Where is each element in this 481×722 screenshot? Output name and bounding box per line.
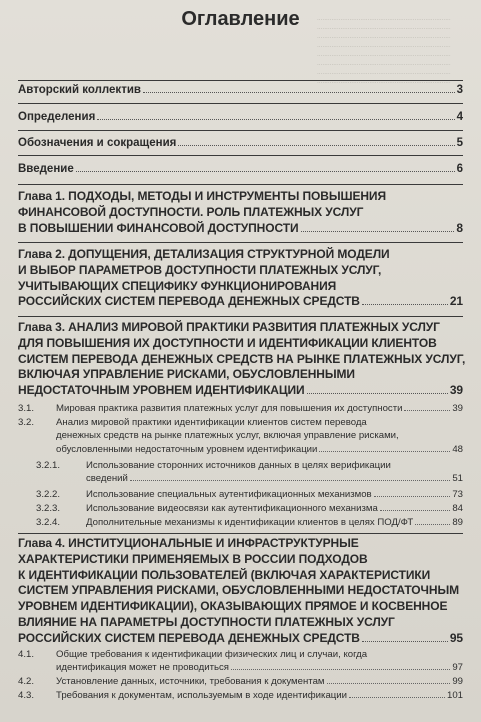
section-number: 3.2.4.	[36, 517, 61, 528]
chapter-line: СИСТЕМ ПЕРЕВОДА ДЕНЕЖНЫХ СРЕДСТВ НА РЫНКЕ ПЛАТЕЖНЫХ УСЛУГ,	[18, 351, 466, 366]
leader-dots	[362, 641, 448, 642]
section-number: 4.2.	[18, 676, 35, 687]
toc-entry-label: Обозначения и сокращения	[18, 137, 177, 149]
toc-entry-chapter-2[interactable]	[18, 247, 463, 310]
leader-dots	[143, 92, 455, 93]
chapter-line: ДЛЯ ПОВЫШЕНИЯ ИХ ДОСТУПНОСТИ И ИДЕНТИФИКАЦИИ КЛИЕНТОВ	[18, 335, 437, 350]
toc-page-number: 84	[452, 503, 463, 514]
toc-page-number: 39	[452, 403, 463, 414]
chapter-line: Глава 4. ИНСТИТУЦИОНАЛЬНЫЕ И ИНФРАСТРУКТУРНЫЕ	[18, 536, 359, 550]
chapter-line: Глава 3. АНАЛИЗ МИРОВОЙ ПРАКТИКИ РАЗВИТИЯ ПЛАТЕЖНЫХ УСЛУГ	[18, 320, 440, 334]
leader-dots	[97, 119, 454, 120]
chapter-line: НЕДОСТАТОЧНЫМ УРОВНЕМ ИДЕНТИФИКАЦИИ	[18, 383, 305, 398]
leader-dots	[231, 669, 450, 670]
chapter-line: ФИНАНСОВОЙ ДОСТУПНОСТИ. РОЛЬ ПЛАТЕЖНЫХ УСЛУГ	[18, 204, 364, 219]
section-number: 3.2.2.	[36, 489, 61, 500]
section-number: 4.3.	[18, 690, 35, 701]
chapter-line: ХАРАКТЕРИСТИКИ ПРИМЕНЯЕМЫХ В РОССИИ ПОДХОДОВ	[18, 551, 368, 566]
toc-entry-chapter-1[interactable]	[18, 189, 463, 236]
chapter-line: УЧИТЫВАЮЩИХ СПЕЦИФИКУ ФУНКЦИОНИРОВАНИЯ	[18, 278, 337, 293]
section-number: 3.2.	[18, 417, 35, 428]
toc-page-number: 51	[452, 473, 463, 485]
toc-entry-label: Определения	[18, 111, 96, 123]
toc-entry-chapter-3[interactable]	[18, 320, 466, 399]
section-line: Дополнительные механизмы к идентификации клиентов в целях ПОД/ФТ	[86, 517, 414, 528]
toc-page-number: 89	[452, 517, 463, 528]
toc-page-number: 4	[456, 111, 463, 123]
toc-page-number: 3	[456, 84, 463, 96]
toc-entry-definitions[interactable]	[18, 109, 463, 125]
toc-entry-label: Авторский коллектив	[18, 84, 141, 96]
leader-dots	[301, 231, 455, 232]
toc-page-number: 21	[449, 294, 463, 309]
leader-dots	[362, 304, 448, 305]
toc-page-number: 101	[446, 690, 463, 701]
section-line: Анализ мировой практики идентификации клиентов систем перевода	[56, 417, 367, 428]
section-line: сведений	[86, 473, 128, 485]
chapter-line: Глава 2. ДОПУЩЕНИЯ, ДЕТАЛИЗАЦИЯ СТРУКТУРНОЙ МОДЕЛИ	[18, 247, 390, 261]
toc-page-number: 97	[452, 662, 463, 674]
toc-entry-abbreviations[interactable]	[18, 135, 463, 151]
section-line: Требования к документам, используемым в ходе идентификации	[56, 690, 347, 701]
toc-entry-label: Введение	[18, 163, 74, 175]
section-line: Использование сторонних источников данных в целях верификации	[86, 460, 391, 471]
section-line: обусловленными недостаточным уровнем идентификации	[56, 443, 318, 455]
leader-dots	[327, 683, 451, 684]
chapter-line: ВЛИЯНИЕ НА ПАРАМЕТРЫ ДОСТУПНОСТИ ПЛАТЕЖНЫХ УСЛУГ	[18, 614, 395, 629]
divider	[18, 80, 463, 81]
toc-page-number: 39	[449, 383, 463, 398]
toc-page-number: 99	[452, 676, 463, 687]
chapter-line: УРОВНЕМ ИДЕНТИФИКАЦИИ), ОКАЗЫВАЮЩИХ ПРЯМОЕ И КОСВЕННОЕ	[18, 599, 448, 614]
toc-page-number: 6	[456, 163, 463, 175]
chapter-line: ВКЛЮЧАЯ УПРАВЛЕНИЕ РИСКАМИ, ОБУСЛОВЛЕННЫМИ	[18, 367, 355, 382]
toc-page-number: 95	[449, 630, 463, 645]
divider	[18, 184, 463, 185]
toc-entry-chapter-4[interactable]	[18, 536, 463, 647]
toc-entry-intro[interactable]	[18, 161, 463, 177]
chapter-line: РОССИЙСКИХ СИСТЕМ ПЕРЕВОДА ДЕНЕЖНЫХ СРЕДСТВ	[18, 630, 360, 645]
toc-entry-4-1[interactable]	[18, 648, 463, 676]
leader-dots	[319, 451, 450, 452]
section-number: 3.2.1.	[36, 460, 61, 471]
section-line: Использование специальных аутентификационных механизмов	[86, 489, 372, 500]
toc-entry-3-2[interactable]	[18, 416, 463, 458]
divider	[18, 103, 463, 104]
leader-dots	[76, 171, 455, 172]
toc-page-number: 73	[452, 489, 463, 500]
chapter-line: К ИДЕНТИФИКАЦИИ ПОЛЬЗОВАТЕЛЕЙ (ВКЛЮЧАЯ ХАРАКТЕРИСТИКИ	[18, 567, 431, 582]
divider	[18, 316, 463, 317]
toc-entry-authors[interactable]	[18, 82, 463, 98]
chapter-line: РОССИЙСКИХ СИСТЕМ ПЕРЕВОДА ДЕНЕЖНЫХ СРЕДСТВ	[18, 294, 360, 309]
divider	[18, 242, 463, 243]
leader-dots	[404, 410, 450, 411]
section-number: 3.1.	[18, 403, 35, 414]
leader-dots	[415, 524, 450, 525]
leader-dots	[380, 510, 451, 511]
leader-dots	[130, 480, 450, 481]
leader-dots	[349, 697, 445, 698]
section-line: Установление данных, источники, требования к документам	[56, 676, 325, 687]
divider	[18, 155, 463, 156]
section-line: Общие требования к идентификации физических лиц и случаи, когда	[56, 649, 368, 660]
section-line: идентификация может не проводиться	[56, 662, 229, 674]
chapter-line: В ПОВЫШЕНИИ ФИНАНСОВОЙ ДОСТУПНОСТИ	[18, 220, 299, 235]
section-number: 4.1.	[18, 649, 35, 660]
toc-page-number: 5	[456, 137, 463, 149]
leader-dots	[374, 496, 451, 497]
toc-entry-3-2-1[interactable]	[36, 459, 463, 487]
chapter-line: И ВЫБОР ПАРАМЕТРОВ ДОСТУПНОСТИ ПЛАТЕЖНЫХ УСЛУГ,	[18, 262, 382, 277]
chapter-line: Глава 1. ПОДХОДЫ, МЕТОДЫ И ИНСТРУМЕНТЫ ПОВЫШЕНИЯ	[18, 189, 386, 203]
page-title: Оглавление	[181, 8, 300, 30]
toc-page-number: 48	[452, 443, 463, 455]
section-line: Мировая практика развития платежных услуг для повышения их доступности	[56, 403, 403, 414]
toc-page-number: 8	[456, 220, 463, 235]
chapter-line: СИСТЕМ УПРАВЛЕНИЯ РИСКАМИ, ОБУСЛОВЛЕННЫМИ НЕДОСТАТОЧНЫМ	[18, 583, 459, 598]
section-line: денежных средств на рынке платежных услуг, включая управление рисками,	[56, 430, 399, 442]
divider	[18, 533, 463, 534]
section-line: Использование видеосвязи как аутентификационного механизма	[86, 503, 378, 514]
divider	[18, 130, 463, 131]
section-number: 3.2.3.	[36, 503, 61, 514]
bleed-through-text: .......................................................................... .......................................................................... .......................................................................... .......................................................................... .......................................................................... .......................................................................... .......................................................................... ..........................................................................	[317, 15, 451, 85]
leader-dots	[178, 145, 454, 146]
leader-dots	[307, 393, 448, 394]
